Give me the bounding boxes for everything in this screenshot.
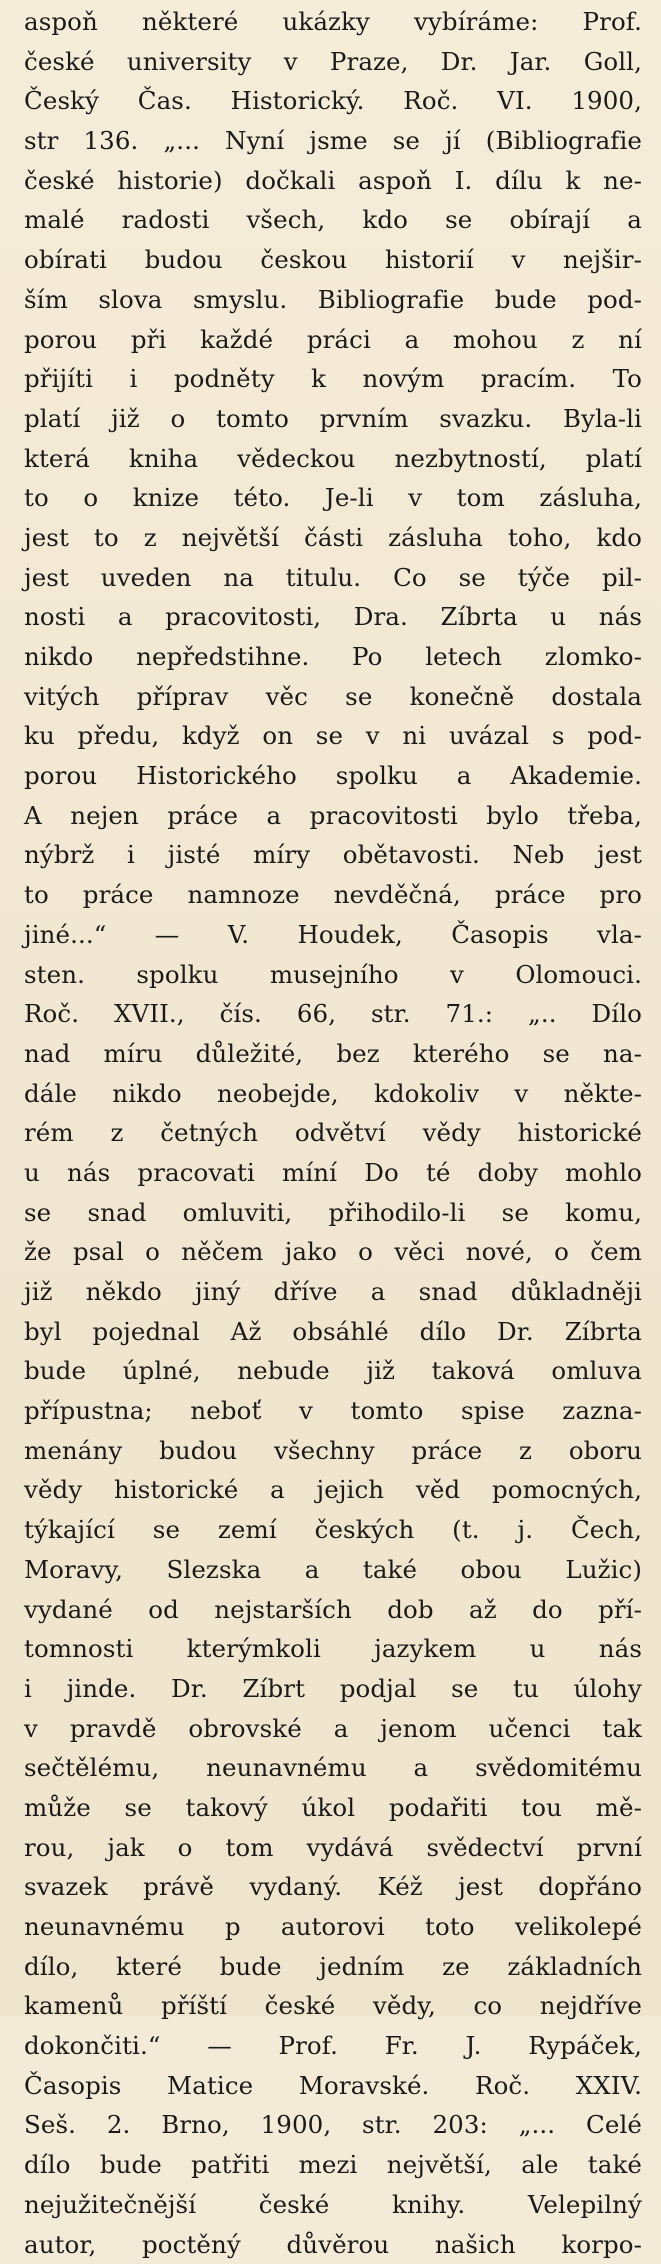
text-line: str 136. „... Nyní jsme se jí (Bibliografie <box>24 121 642 161</box>
text-line: že psal o něčem jako o věci nové, o čem <box>24 1232 642 1272</box>
text-line: dílo, které bude jedním ze základních <box>24 1947 642 1987</box>
text-line: Roč. XVII., čís. 66, str. 71.: „.. Dílo <box>24 994 642 1034</box>
text-line: sten. spolku musejního v Olomouci. <box>24 955 642 995</box>
text-line: porou Historického spolku a Akademie. <box>24 756 642 796</box>
text-line: se snad omluviti, přihodilo-li se komu, <box>24 1193 642 1233</box>
text-line: nýbrž i jisté míry obětavosti. Neb jest <box>24 835 642 875</box>
text-line: ku předu, když on se v ni uvázal s pod- <box>24 716 642 756</box>
text-line: i jinde. Dr. Zíbrt podjal se tu úlohy <box>24 1669 642 1709</box>
text-line: tomnosti kterýmkoli jazykem u nás <box>24 1629 642 1669</box>
text-line: nejužitečnější české knihy. Velepilný <box>24 2185 642 2225</box>
text-line: platí již o tomto prvním svazku. Byla-li <box>24 399 642 439</box>
text-line: která kniha vědeckou nezbytností, platí <box>24 439 642 479</box>
text-line: Časopis Matice Moravské. Roč. XXIV. <box>24 2066 642 2106</box>
text-line: byl pojednal Až obsáhlé dílo Dr. Zíbrta <box>24 1312 642 1352</box>
text-line: kamenů příští české vědy, co nejdříve <box>24 1986 642 2026</box>
text-line: A nejen práce a pracovitosti bylo třeba, <box>24 796 642 836</box>
text-line: vitých příprav věc se konečně dostala <box>24 677 642 717</box>
text-line: nad míru důležité, bez kterého se na- <box>24 1034 642 1074</box>
text-line: Seš. 2. Brno, 1900, str. 203: „... Celé <box>24 2105 642 2145</box>
text-line: malé radosti všech, kdo se obírají a <box>24 200 642 240</box>
text-line: české historie) dočkali aspoň I. dílu k ne- <box>24 161 642 201</box>
text-line: nosti a pracovitosti, Dra. Zíbrta u nás <box>24 597 642 637</box>
text-line: jiné...“ — V. Houdek, Časopis vla- <box>24 915 642 955</box>
text-line: přípustna; neboť v tomto spise zazna- <box>24 1391 642 1431</box>
text-line: v pravdě obrovské a jenom učenci tak <box>24 1709 642 1749</box>
text-line: obírati budou českou historií v nejšir- <box>24 240 642 280</box>
text-line: dále nikdo neobejde, kdokoliv v někte- <box>24 1074 642 1114</box>
text-line: sečtělému, neunavnému a svědomitému <box>24 1748 642 1788</box>
text-line: rém z četných odvětví vědy historické <box>24 1113 642 1153</box>
text-line: ším slova smyslu. Bibliografie bude pod- <box>24 280 642 320</box>
text-line: již někdo jiný dříve a snad důkladněji <box>24 1272 642 1312</box>
text-line: rou, jak o tom vydává svědectví první <box>24 1828 642 1868</box>
text-line: týkající se zemí českých (t. j. Čech, <box>24 1510 642 1550</box>
text-line: české university v Praze, Dr. Jar. Goll, <box>24 42 642 82</box>
text-line: svazek právě vydaný. Kéž jest dopřáno <box>24 1867 642 1907</box>
text-line: jest to z největší části zásluha toho, kdo <box>24 518 642 558</box>
text-line: jest uveden na titulu. Co se týče pil- <box>24 558 642 598</box>
text-column <box>24 2 642 2264</box>
text-line: aspoň některé ukázky vybíráme: Prof. <box>24 2 642 42</box>
text-line: Moravy, Slezska a také obou Lužic) <box>24 1550 642 1590</box>
text-line: dokončiti.“ — Prof. Fr. J. Rypáček, <box>24 2026 642 2066</box>
text-line: to práce namnoze nevděčná, práce pro <box>24 875 642 915</box>
text-line: vědy historické a jejich věd pomocných, <box>24 1470 642 1510</box>
text-line: menány budou všechny práce z oboru <box>24 1431 642 1471</box>
text-line: Český Čas. Historický. Roč. VI. 1900, <box>24 81 642 121</box>
text-line: bude úplné, nebude již taková omluva <box>24 1351 642 1391</box>
text-line: nikdo nepředstihne. Po letech zlomko- <box>24 637 642 677</box>
text-line: porou při každé práci a mohou z ní <box>24 320 642 360</box>
text-line: může se takový úkol podařiti tou mě- <box>24 1788 642 1828</box>
text-line: u nás pracovati míní Do té doby mohlo <box>24 1153 642 1193</box>
text-line: dílo bude patřiti mezi největší, ale také <box>24 2145 642 2185</box>
text-line: to o knize této. Je-li v tom zásluha, <box>24 478 642 518</box>
text-line: přijíti i podněty k novým pracím. To <box>24 359 642 399</box>
text-line: autor, poctěný důvěrou našich korpo- <box>24 2225 642 2264</box>
text-line: vydané od nejstarších dob až do pří- <box>24 1590 642 1630</box>
text-line: neunavnému p autorovi toto velikolepé <box>24 1907 642 1947</box>
